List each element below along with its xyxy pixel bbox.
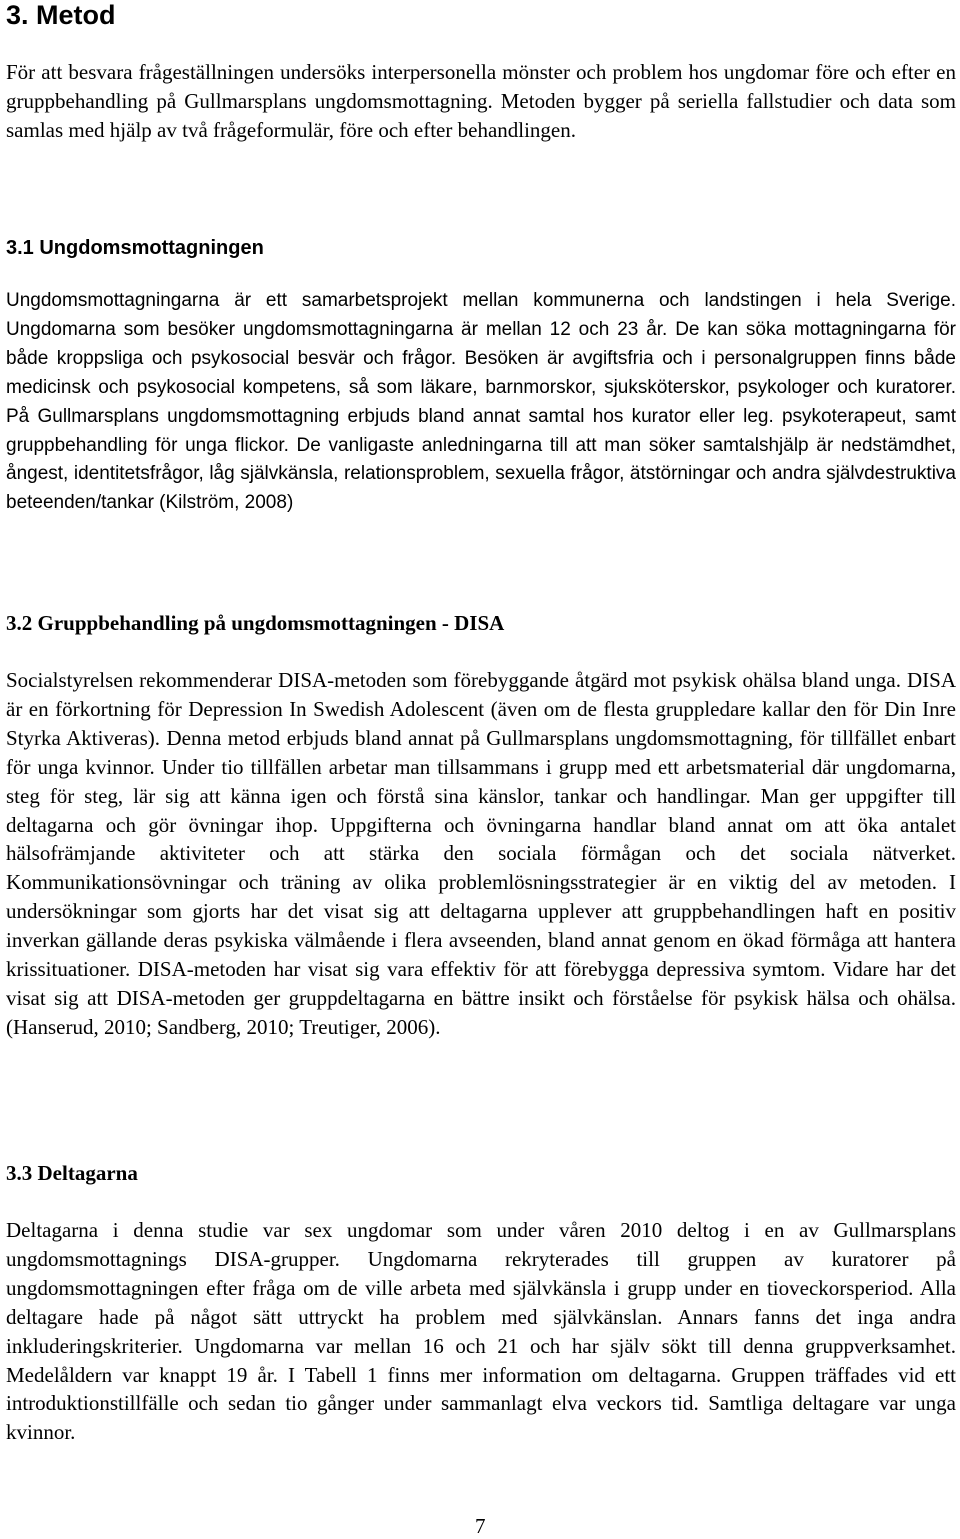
section-body-3-3: Deltagarna i denna studie var sex ungdomar som under våren 2010 deltog i en av Gullmarsplans ungdomsmottagnings DISA-grupper. Ungdomarna rekryterades till gruppen av kuratorer på ungdomsmottagningen efter fråga om de ville arbeta med självkänsla i grupp under en tioveckorsperiod. Alla deltagare hade på något sätt uttryckt ha problem med självkänslan. Annars fanns det inga andra inkluderingskriterier. Ungdomarna var mellan 16 och 21 och har själv sökt till denna gruppverksamhet. Medelåldern var knappt 19 år. I Tabell 1 finns mer information om deltagarna. Gruppen träffades vid ett introduktionstillfälle och sedan tio gånger under sammanlagt elva veckors tid. Samtliga deltagare var unga kvinnor. xyxy=(6,1218,956,1445)
section-body-3-1: Ungdomsmottagningarna är ett samarbetsprojekt mellan kommunerna och landstingen i hela Sverige. Ungdomarna som besöker ungdomsmottagningarna är mellan 12 och 23 år. De kan söka mottagningarna för både kroppsliga och psykosocial besvär och frågor. Besöken är avgiftsfria och i personalgruppen finns både medicinsk och psykosocial kompetens, så som läkare, barnmorskor, sjuksköterskor, psykologer och kuratorer. På Gullmarsplans ungdomsmottagning erbjuds bland annat samtal hos kurator eller leg. psykoterapeut, samt gruppbehandling för unga flickor. De vanligaste anledningarna till att man söker samtalshjälp är nedstämdhet, ångest, identitetsfrågor, låg självkänsla, relationsproblem, sexuella frågor, ätstörningar och andra självdestruktiva beteenden/tankar (Kilström, 2008) xyxy=(6,290,956,514)
chapter-title: 3. Metod xyxy=(6,0,116,30)
section-heading-3-1: 3.1 Ungdomsmottagningen xyxy=(6,237,264,259)
chapter-intro-paragraph: För att besvara frågeställningen undersöks interpersonella mönster och problem hos ungdomar före och efter en gruppbehandling på Gullmarsplans ungdomsmottagning. Metoden bygger på seriella fallstudier och data som samlas med hjälp av två frågeformulär, före och efter behandlingen. xyxy=(6,60,956,142)
page-number: 7 xyxy=(475,1514,486,1538)
section-heading-3-2: 3.2 Gruppbehandling på ungdomsmottagningen - DISA xyxy=(6,611,505,635)
section-body-3-2: Socialstyrelsen rekommenderar DISA-metoden som förebyggande åtgärd mot psykisk ohälsa bland unga. DISA är en förkortning för Depression In Swedish Adolescent (även om de flesta gruppledare kallar den för Din Inre Styrka Aktiveras). Denna metod erbjuds bland annat på Gullmarsplans ungdomsmottagning, för tillfället enbart för unga kvinnor. Under tio tillfällen arbetar man tillsammans i grupp med ett arbetsmaterial där ungdomarna, steg för steg, lär sig att känna igen och förstå sina känslor, tankar och handlingar. Man ger uppgifter till deltagarna och gör övningar ihop. Uppgifterna och övningarna handlar bland annat om att öka antalet hälsofrämjande aktiviteter och att stärka den sociala förmågan och det sociala nätverket. Kommunikationsövningar och träning av olika problemlösningsstrategier är en viktig del av metoden. I undersökningar som gjorts har det visat sig att deltagarna upplever att gruppbehandlingen haft en positiv inverkan gällande deras psykiska välmående i flera avseenden, bland annat genom en ökad förmåga att hantera krissituationer. DISA-metoden har visat sig vara effektiv för att förebygga depressiva symtom. Vidare har det visat sig att DISA-metoden ger gruppdeltagarna en bättre insikt och förståelse för psykisk hälsa och ohälsa. (Hanserud, 2010; Sandberg, 2010; Treutiger, 2006). xyxy=(6,668,956,1039)
section-heading-3-3: 3.3 Deltagarna xyxy=(6,1161,138,1185)
